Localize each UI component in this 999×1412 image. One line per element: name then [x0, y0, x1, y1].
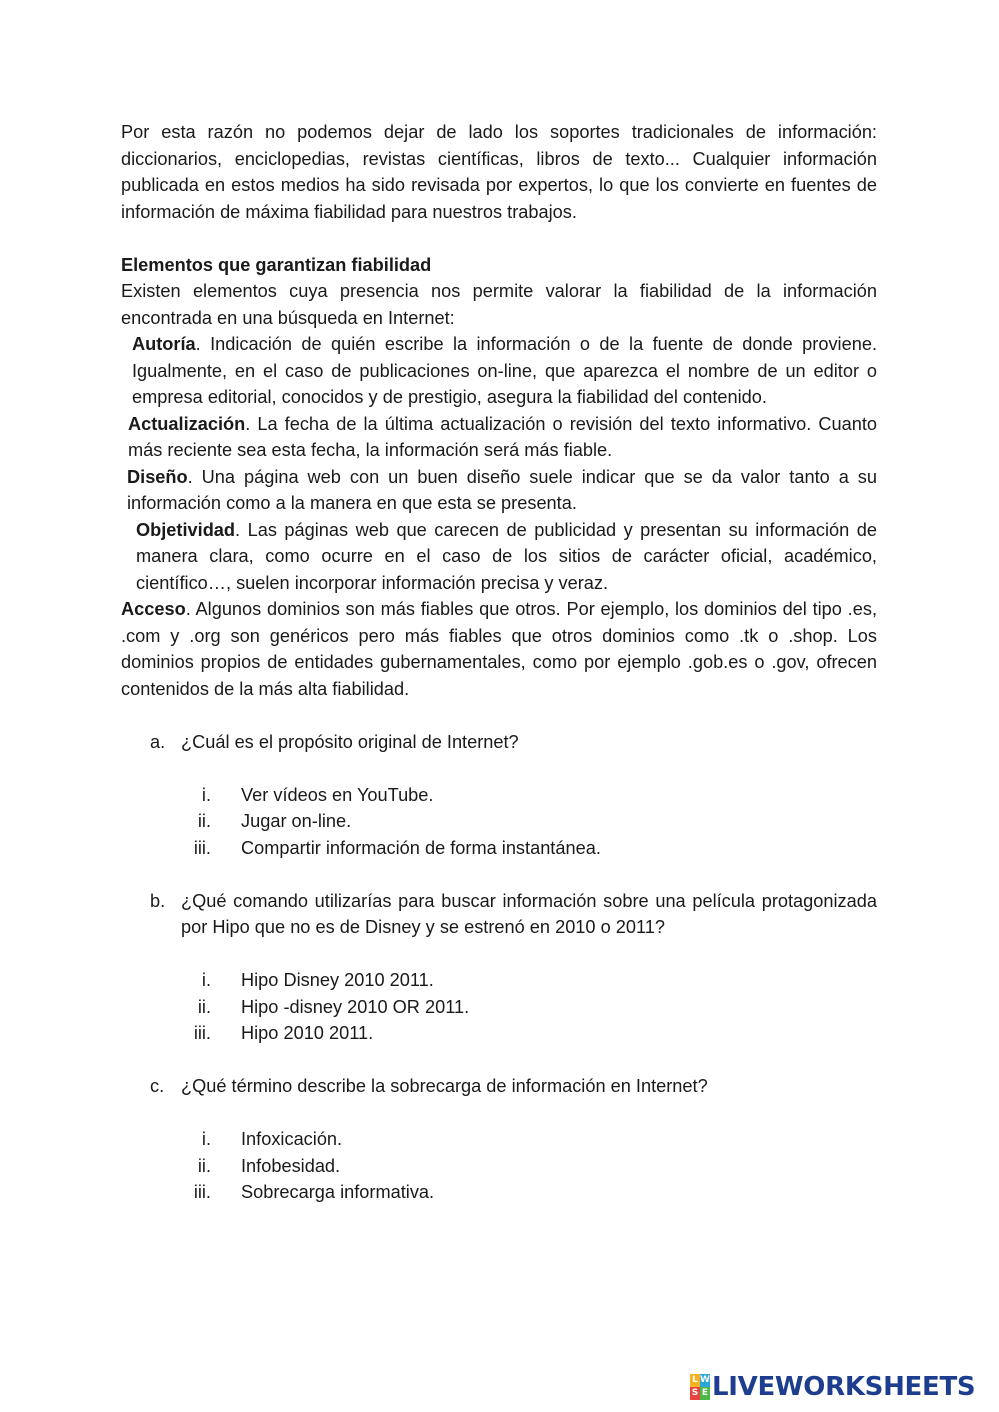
element-description: . Indicación de quién escribe la información o de la fuente de donde proviene. Igualmente, en el caso de publicaciones on-line, que aparezca el nombre de un editor o empresa editorial, conocidos y de prestigio, asegura la fiabilidad del contenido. — [132, 334, 877, 407]
option-marker: ii. — [197, 1155, 211, 1176]
element-description: . Las páginas web que carecen de publicidad y presentan su información de manera clara, como ocurre en el caso de los sitios de carácter oficial, académico, científico…, suelen incorporar información precisa y veraz. — [136, 519, 877, 593]
option-text: Compartir información de forma instantánea. — [241, 837, 601, 858]
spacer — [121, 1047, 877, 1074]
logo-letter: W — [700, 1375, 710, 1385]
spacer — [121, 755, 877, 782]
section-heading: Elementos que garantizan fiabilidad — [121, 254, 432, 275]
question-b — [121, 888, 877, 941]
element-design — [121, 464, 877, 517]
logo-letter: S — [691, 1388, 699, 1398]
option-item[interactable] — [121, 1179, 877, 1206]
option-text: Hipo -disney 2010 OR 2011. — [241, 996, 470, 1017]
option-text: Jugar on-line. — [241, 811, 352, 831]
section-lead: Existen elementos cuya presencia nos permite valorar la fiabilidad de la información encontrada en una búsqueda en Internet: — [121, 281, 877, 328]
element-term: Autoría — [132, 334, 196, 354]
element-objectivity — [121, 517, 877, 597]
element-authorship — [121, 331, 877, 411]
option-text: Hipo Disney 2010 2011. — [241, 970, 434, 990]
element-description: . Algunos dominios son más fiables que otros. Por ejemplo, los dominios del tipo .es, .com y .org son genéricos pero más fiables que otros dominios como .tk o .shop. Los dominios propios de entidades gubernamentales, como por ejemplo .gob.es o .gov, ofrecen contenidos de la más alta fiabilidad. — [121, 599, 877, 699]
element-term: Actualización — [128, 413, 246, 434]
option-item[interactable] — [121, 1153, 877, 1180]
logo-mark-icon — [690, 1374, 710, 1400]
element-term: Diseño — [127, 466, 188, 487]
element-description: . Una página web con un buen diseño suele indicar que se da valor tanto a su información como a la manera en que esta se presenta. — [127, 466, 877, 513]
option-text: Ver vídeos en YouTube. — [241, 784, 434, 805]
question-marker: b. — [150, 890, 166, 911]
question-text: ¿Qué término describe la sobrecarga de información en Internet? — [181, 1076, 708, 1096]
spacer — [121, 702, 877, 729]
element-access — [121, 596, 877, 702]
element-term: Objetividad — [136, 519, 236, 540]
options-list — [121, 782, 877, 862]
option-marker: i. — [201, 1129, 211, 1149]
options-list — [121, 1126, 877, 1206]
element-description: . La fecha de la última actualización o revisión del texto informativo. Cuanto más reciente sea esta fecha, la información será más fiable. — [128, 413, 877, 460]
option-item[interactable] — [121, 835, 877, 862]
spacer — [121, 1100, 877, 1127]
logo-letter: E — [701, 1388, 709, 1398]
option-marker: i. — [201, 970, 211, 990]
option-item[interactable] — [121, 1126, 877, 1153]
option-text: Infobesidad. — [241, 1155, 341, 1176]
option-item[interactable] — [121, 994, 877, 1021]
spacer — [121, 861, 877, 888]
option-item[interactable] — [121, 782, 877, 809]
logo-text: LIVEWORKSHEETS — [712, 1372, 976, 1402]
option-marker: ii. — [197, 811, 211, 831]
option-item[interactable] — [121, 808, 877, 835]
question-text: ¿Cuál es el propósito original de Internet? — [181, 731, 519, 752]
spacer — [121, 225, 877, 252]
question-c — [121, 1073, 877, 1100]
option-marker: iii. — [193, 1023, 211, 1043]
option-marker: ii. — [197, 996, 211, 1017]
spacer — [121, 941, 877, 968]
logo-letter: L — [690, 1374, 700, 1387]
question-a — [121, 729, 877, 756]
option-item[interactable] — [121, 967, 877, 994]
option-text: Infoxicación. — [241, 1129, 343, 1149]
document-page — [121, 119, 877, 1206]
element-term: Acceso — [121, 599, 186, 619]
option-text: Hipo 2010 2011. — [241, 1023, 374, 1043]
option-marker: iii. — [193, 1182, 211, 1202]
question-text: ¿Qué comando utilizarías para buscar información sobre una película protagonizada por Hipo que no es de Disney y se estrenó en 2010 o 2011? — [181, 890, 877, 937]
option-text: Sobrecarga informativa. — [241, 1182, 435, 1202]
options-list — [121, 967, 877, 1047]
option-marker: iii. — [193, 837, 211, 858]
option-marker: i. — [201, 784, 211, 805]
liveworksheets-logo[interactable] — [690, 1372, 975, 1402]
question-marker: a. — [150, 731, 166, 752]
intro-paragraph: Por esta razón no podemos dejar de lado los soportes tradicionales de información: diccionarios, enciclopedias, revistas científicas, libros de texto... Cualquier información publicada en estos medios ha sido revisada por expertos, lo que los convierte en fuentes de información de máxima fiabilidad para nuestros trabajos. — [121, 122, 877, 222]
element-update — [121, 411, 877, 464]
option-item[interactable] — [121, 1020, 877, 1047]
question-marker: c. — [150, 1076, 165, 1096]
